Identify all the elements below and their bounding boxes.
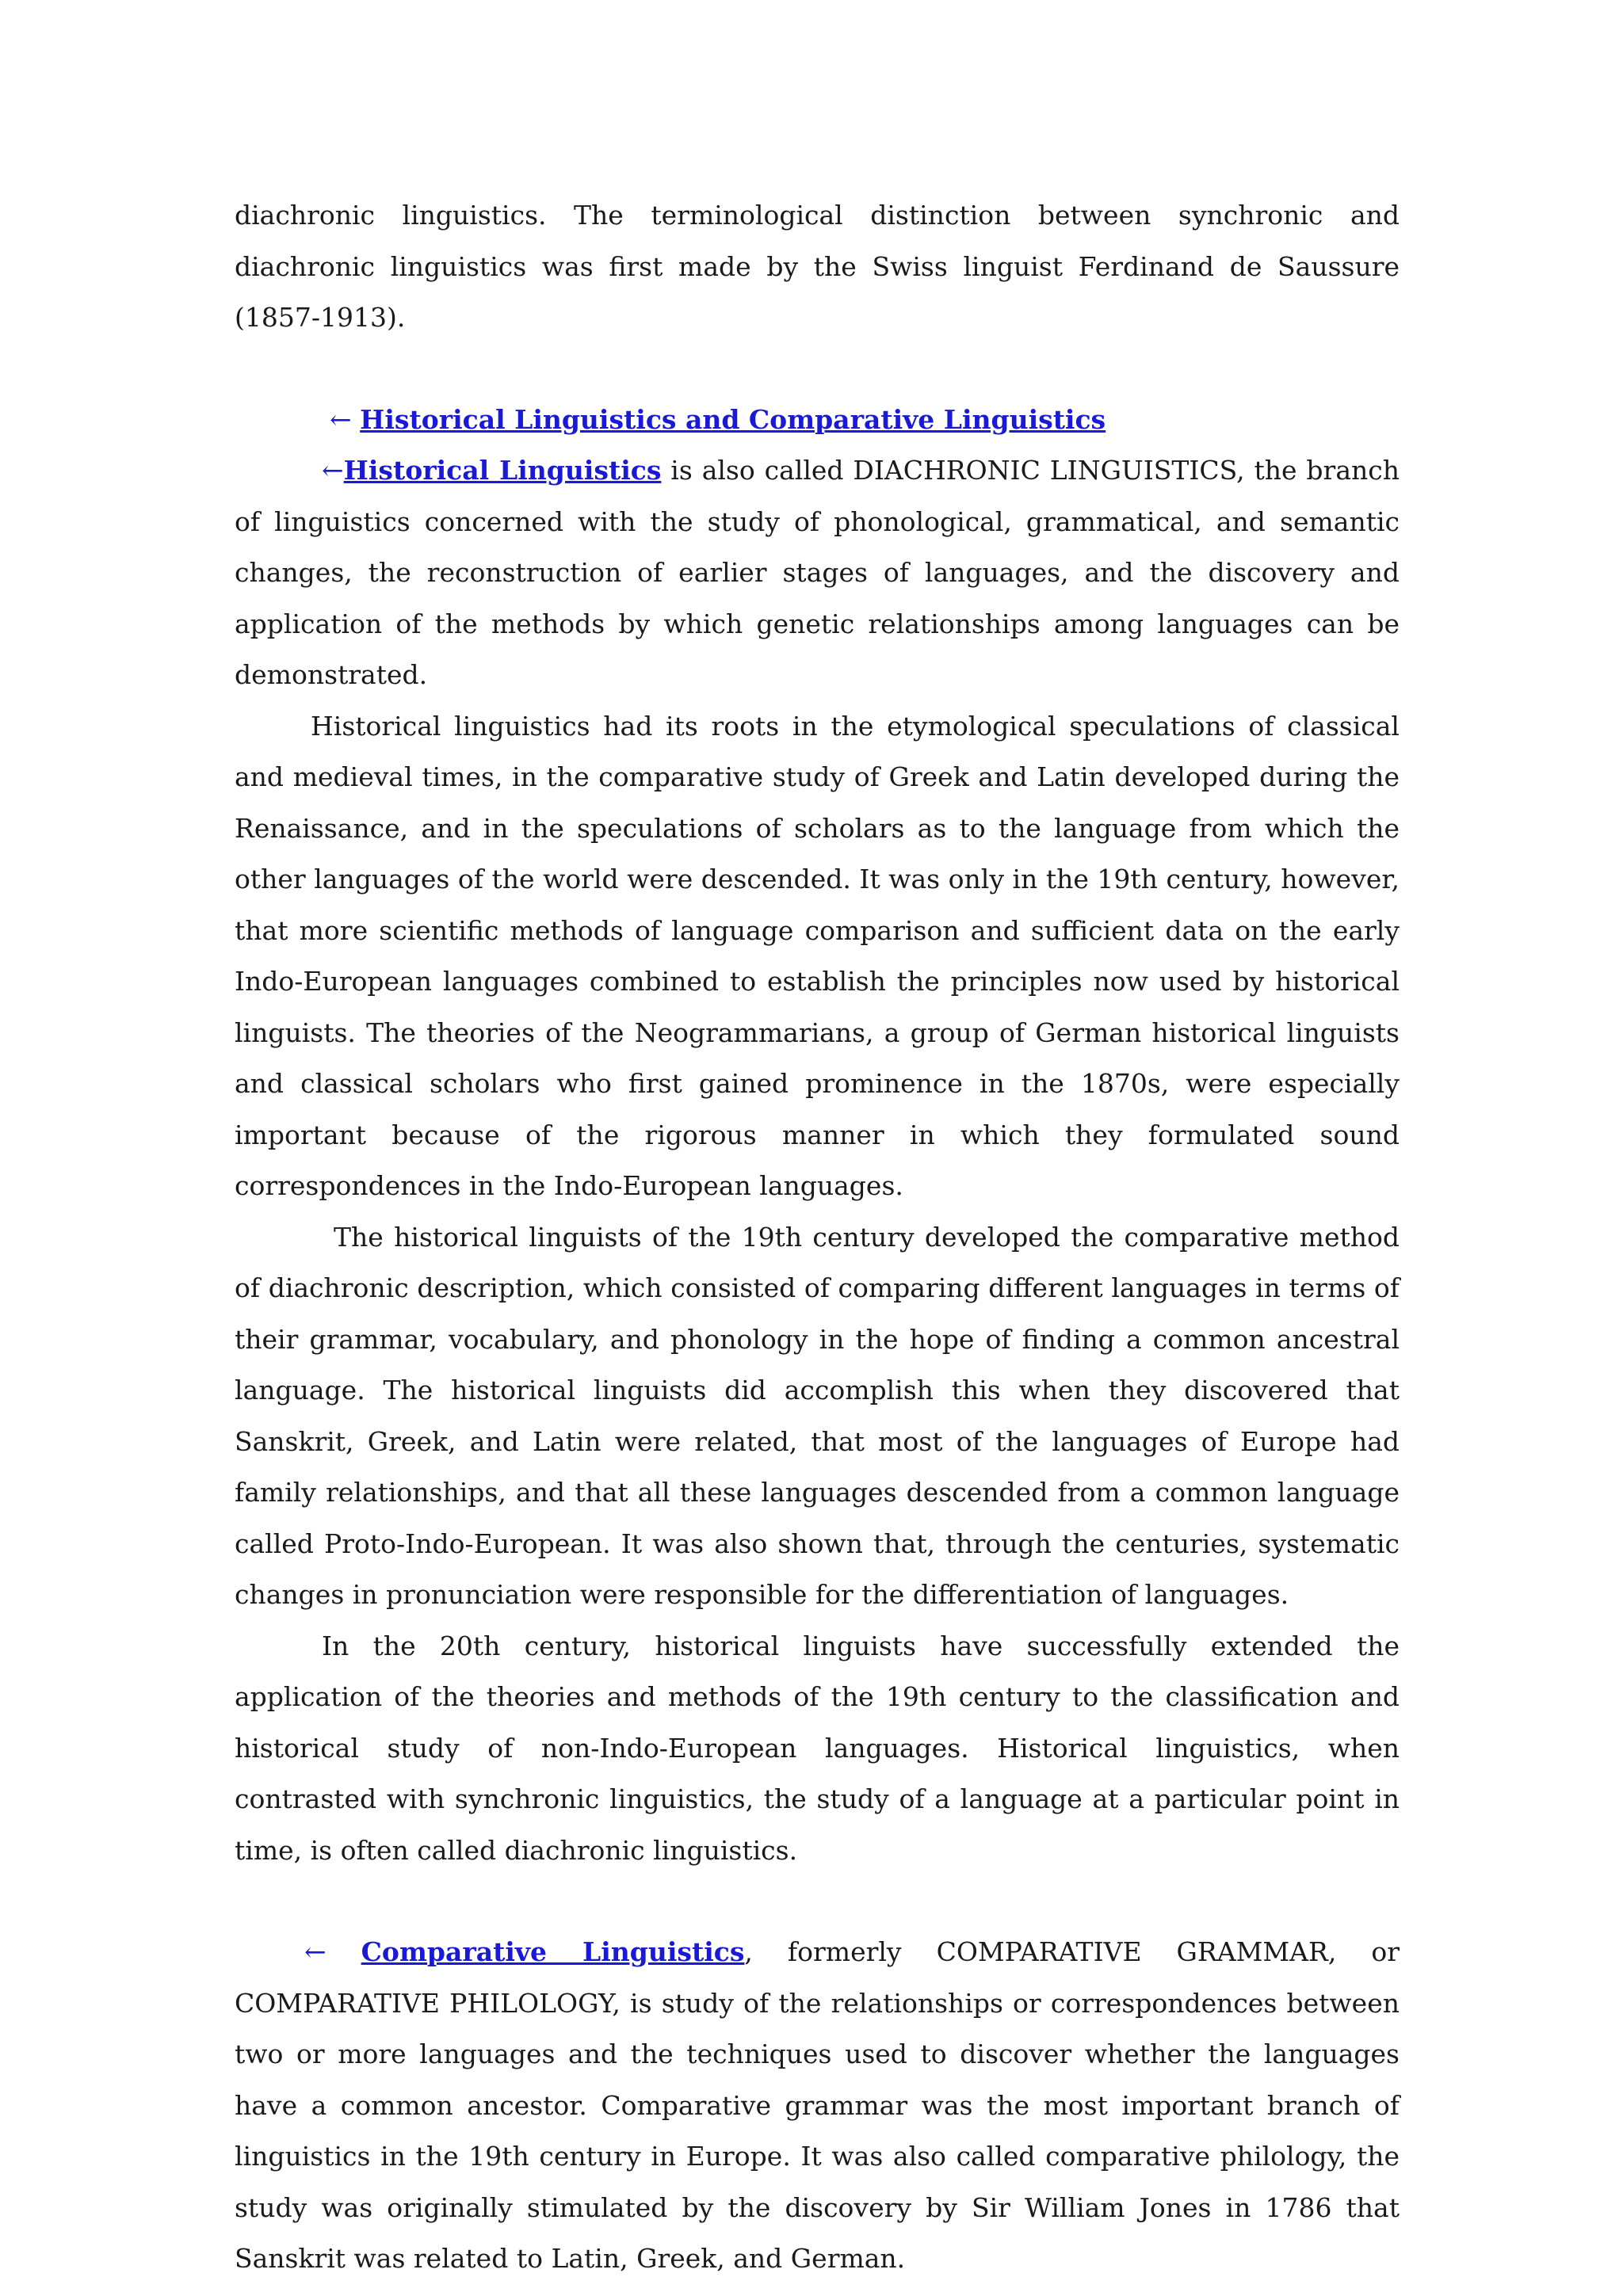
spacer xyxy=(235,1876,1400,1927)
nineteenth-century-paragraph xyxy=(235,1212,1400,1621)
comparative-paragraph xyxy=(235,1927,1400,2285)
back-arrow-icon[interactable]: ← xyxy=(330,403,352,435)
back-arrow-icon[interactable]: ← xyxy=(322,455,344,486)
document-page xyxy=(235,190,1400,2285)
nineteenth-century-text: The historical linguists of the 19th century developed the comparative method of diachronic description, which consisted of comparing different languages in terms of their grammar, vocabulary, and phonology in the hope of finding a common ancestral language. The historical linguists did accomplish this when they discovered that Sanskrit, Greek, and Latin were related, that most of the languages of Europe had family relationships, and that all these languages descended from a common language called Proto-Indo-European. It was also shown that, through the centuries, systematic changes in pronunciation were responsible for the differentiation of languages. xyxy=(235,1221,1400,1610)
roots-text: Historical linguistics had its roots in the etymological speculations of classical and medieval times, in the comparative study of Greek and Latin developed during the Renaissance, and in the speculations of scholars as to the language from which the other languages of the world were descended. It was only in the 19th century, however, that more scientific methods of language comparison and sufficient data on the early Indo-European languages combined to establish the principles now used by historical linguists. The theories of the Neogrammarians, a group of German historical linguists and classical scholars who first gained prominence in the 1870s, were especially important because of the rigorous manner in which they formulated sound correspondences in the Indo-European languages. xyxy=(235,710,1400,1201)
intro-paragraph xyxy=(235,190,1400,344)
link-comparative-linguistics[interactable]: Comparative Linguistics xyxy=(361,1936,745,1967)
back-arrow-icon[interactable]: ← xyxy=(304,1936,327,1967)
comparative-text: , formerly COMPARATIVE GRAMMAR, or COMPARATIVE PHILOLOGY, is study of the relationships or correspondences between two or more languages and the techniques used to discover whether the languages have a common ancestor. Comparative grammar was the most important branch of linguistics in the 19th century in Europe. It was also called comparative philology, the study was originally stimulated by the discovery by Sir William Jones in 1786 that Sanskrit was related to Latin, Greek, and German. xyxy=(235,1936,1400,2274)
intro-text: diachronic linguistics. The terminological distinction between synchronic and diachronic linguistics was first made by the Swiss linguist Ferdinand de Saussure (1857-1913). xyxy=(235,200,1400,333)
link-historical-linguistics[interactable]: Historical Linguistics xyxy=(343,455,662,486)
historical-text: is also called DIACHRONIC LINGUISTICS, the branch of linguistics concerned with the study of phonological, grammatical, and semantic changes, the reconstruction of earlier stages of languages, and the discovery and application of the methods by which genetic relationships among languages can be demonstrated. xyxy=(235,455,1400,690)
twentieth-century-text: In the 20th century, historical linguists have successfully extended the application of the theories and methods of the 19th century to the classification and historical study of non-Indo-European languages. Historical linguistics, when contrasted with synchronic linguistics, the study of a language at a particular point in time, is often called diachronic linguistics. xyxy=(235,1630,1400,1866)
spacer xyxy=(235,344,1400,395)
section-heading xyxy=(235,395,1400,446)
twentieth-century-paragraph xyxy=(235,1621,1400,1877)
historical-paragraph xyxy=(235,445,1400,701)
heading-link-historical-comparative[interactable]: Historical Linguistics and Comparative Linguistics xyxy=(360,403,1106,435)
roots-paragraph xyxy=(235,701,1400,1212)
